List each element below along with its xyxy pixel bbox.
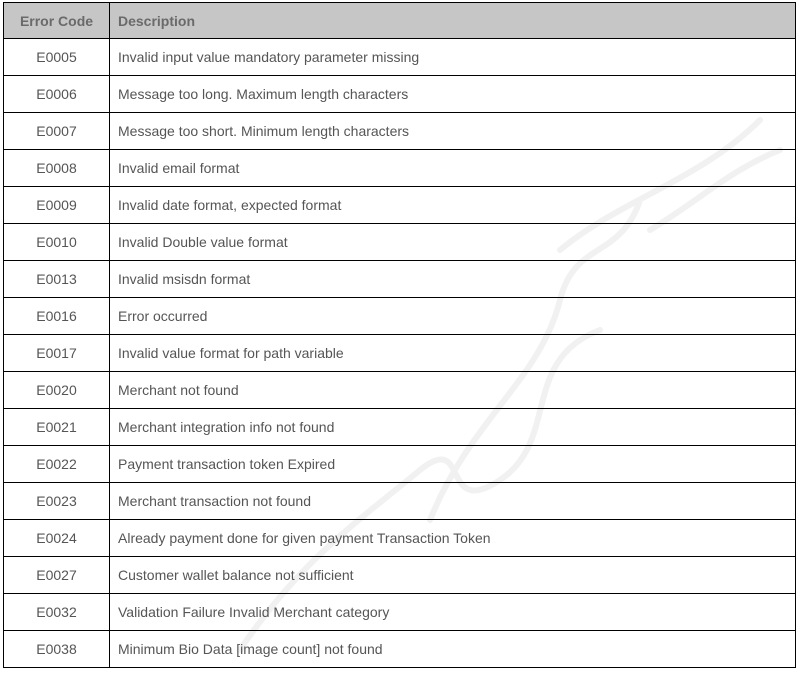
error-code-cell: E0032 — [4, 594, 110, 631]
error-code-cell: E0005 — [4, 39, 110, 76]
error-code-cell: E0020 — [4, 372, 110, 409]
table-row — [4, 631, 796, 668]
description-cell: Already payment done for given payment Transaction Token — [110, 520, 796, 557]
description-cell: Error occurred — [110, 298, 796, 335]
table-row — [4, 261, 796, 298]
table-row — [4, 409, 796, 446]
description-cell: Minimum Bio Data [image count] not found — [110, 631, 796, 668]
error-code-cell: E0009 — [4, 187, 110, 224]
description-cell: Message too short. Minimum length characters — [110, 113, 796, 150]
column-header-description: Description — [110, 3, 796, 39]
table-row — [4, 150, 796, 187]
description-cell: Invalid email format — [110, 150, 796, 187]
table-row — [4, 224, 796, 261]
error-code-cell: E0008 — [4, 150, 110, 187]
table-row — [4, 557, 796, 594]
table-row — [4, 372, 796, 409]
description-cell: Invalid input value mandatory parameter missing — [110, 39, 796, 76]
description-cell: Invalid msisdn format — [110, 261, 796, 298]
table-row — [4, 39, 796, 76]
table-row — [4, 483, 796, 520]
error-code-cell: E0023 — [4, 483, 110, 520]
error-code-cell: E0010 — [4, 224, 110, 261]
table-row — [4, 76, 796, 113]
error-code-cell: E0038 — [4, 631, 110, 668]
table-row — [4, 335, 796, 372]
description-cell: Customer wallet balance not sufficient — [110, 557, 796, 594]
table-header-row — [4, 3, 796, 39]
description-cell: Merchant not found — [110, 372, 796, 409]
error-code-cell: E0006 — [4, 76, 110, 113]
table-row — [4, 446, 796, 483]
error-code-cell: E0017 — [4, 335, 110, 372]
table-row — [4, 187, 796, 224]
error-code-cell: E0016 — [4, 298, 110, 335]
description-cell: Validation Failure Invalid Merchant category — [110, 594, 796, 631]
table-row — [4, 520, 796, 557]
error-code-cell: E0007 — [4, 113, 110, 150]
description-cell: Invalid value format for path variable — [110, 335, 796, 372]
error-code-cell: E0024 — [4, 520, 110, 557]
error-code-table — [3, 2, 796, 668]
column-header-error-code: Error Code — [4, 3, 110, 39]
table-body — [4, 39, 796, 668]
description-cell: Invalid date format, expected format — [110, 187, 796, 224]
error-code-cell: E0022 — [4, 446, 110, 483]
description-cell: Payment transaction token Expired — [110, 446, 796, 483]
table-row — [4, 298, 796, 335]
description-cell: Invalid Double value format — [110, 224, 796, 261]
error-code-cell: E0027 — [4, 557, 110, 594]
error-code-cell: E0021 — [4, 409, 110, 446]
table-row — [4, 594, 796, 631]
description-cell: Merchant transaction not found — [110, 483, 796, 520]
description-cell: Message too long. Maximum length characters — [110, 76, 796, 113]
error-code-cell: E0013 — [4, 261, 110, 298]
table-row — [4, 113, 796, 150]
description-cell: Merchant integration info not found — [110, 409, 796, 446]
